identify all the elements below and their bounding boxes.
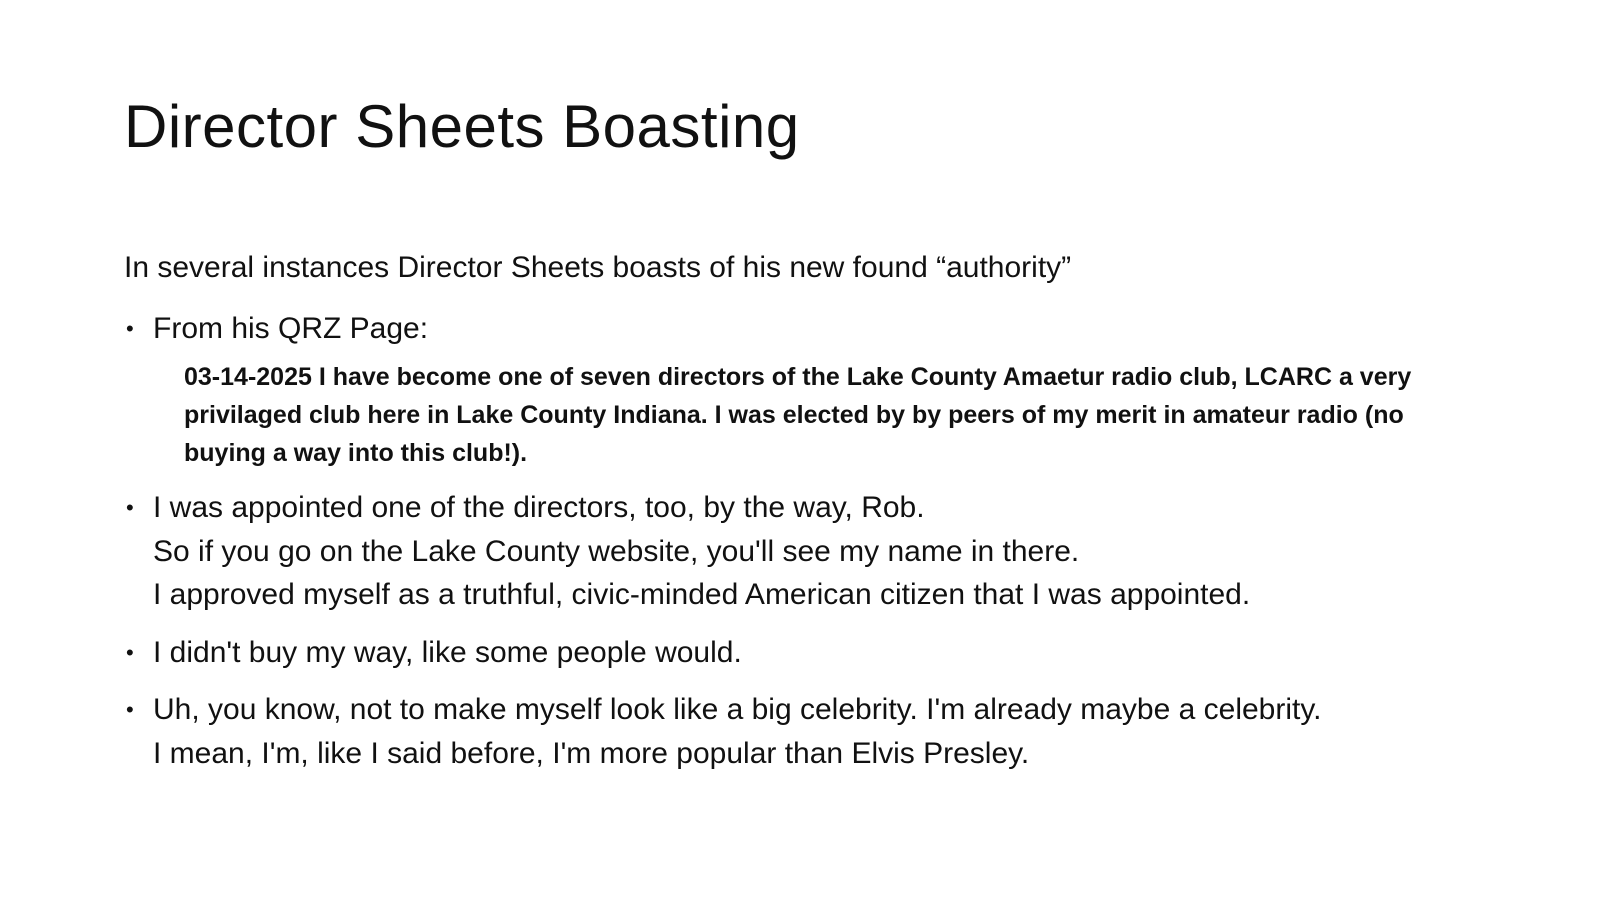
slide-body <box>124 248 1524 789</box>
bullet-dot-icon: • <box>126 697 134 722</box>
bullet-item-appointed <box>124 486 1524 617</box>
bullet-dot-icon: • <box>126 639 134 665</box>
bullet-item-qrz <box>124 307 1524 473</box>
bullet-line: I was appointed one of the directors, too, by the way, Rob. <box>153 491 925 524</box>
bullet-list <box>124 307 1524 776</box>
bullet-line: I approved myself as a truthful, civic-minded American citizen that I was appointed. <box>153 578 1251 611</box>
bullet-item-buy-way <box>124 631 1524 675</box>
bullet-dot-icon: • <box>126 315 134 341</box>
bullet-line: So if you go on the Lake County website, you'll see my name in there. <box>153 534 1080 568</box>
bullet-line: I didn't buy my way, like some people would. <box>153 635 742 669</box>
bullet-item-celebrity <box>124 688 1524 775</box>
intro-text: In several instances Director Sheets boasts of his new found “authority” <box>124 251 1072 284</box>
qrz-quote: 03-14-2025 I have become one of seven directors of the Lake County Amaetur radio club, LCARC a very privilaged club here in Lake County Indiana. I was elected by by peers of my merit in amateur radio (no buying a way into this club!). <box>184 363 1412 467</box>
slide-title: Director Sheets Boasting <box>124 93 800 160</box>
bullet-line: Uh, you know, not to make myself look like a big celebrity. I'm already maybe a celebrity. <box>153 693 1322 726</box>
bullet-line: From his QRZ Page: <box>153 311 429 345</box>
bullet-dot-icon: • <box>126 495 134 520</box>
bullet-line: I mean, I'm, like I said before, I'm more popular than Elvis Presley. <box>153 736 1030 770</box>
